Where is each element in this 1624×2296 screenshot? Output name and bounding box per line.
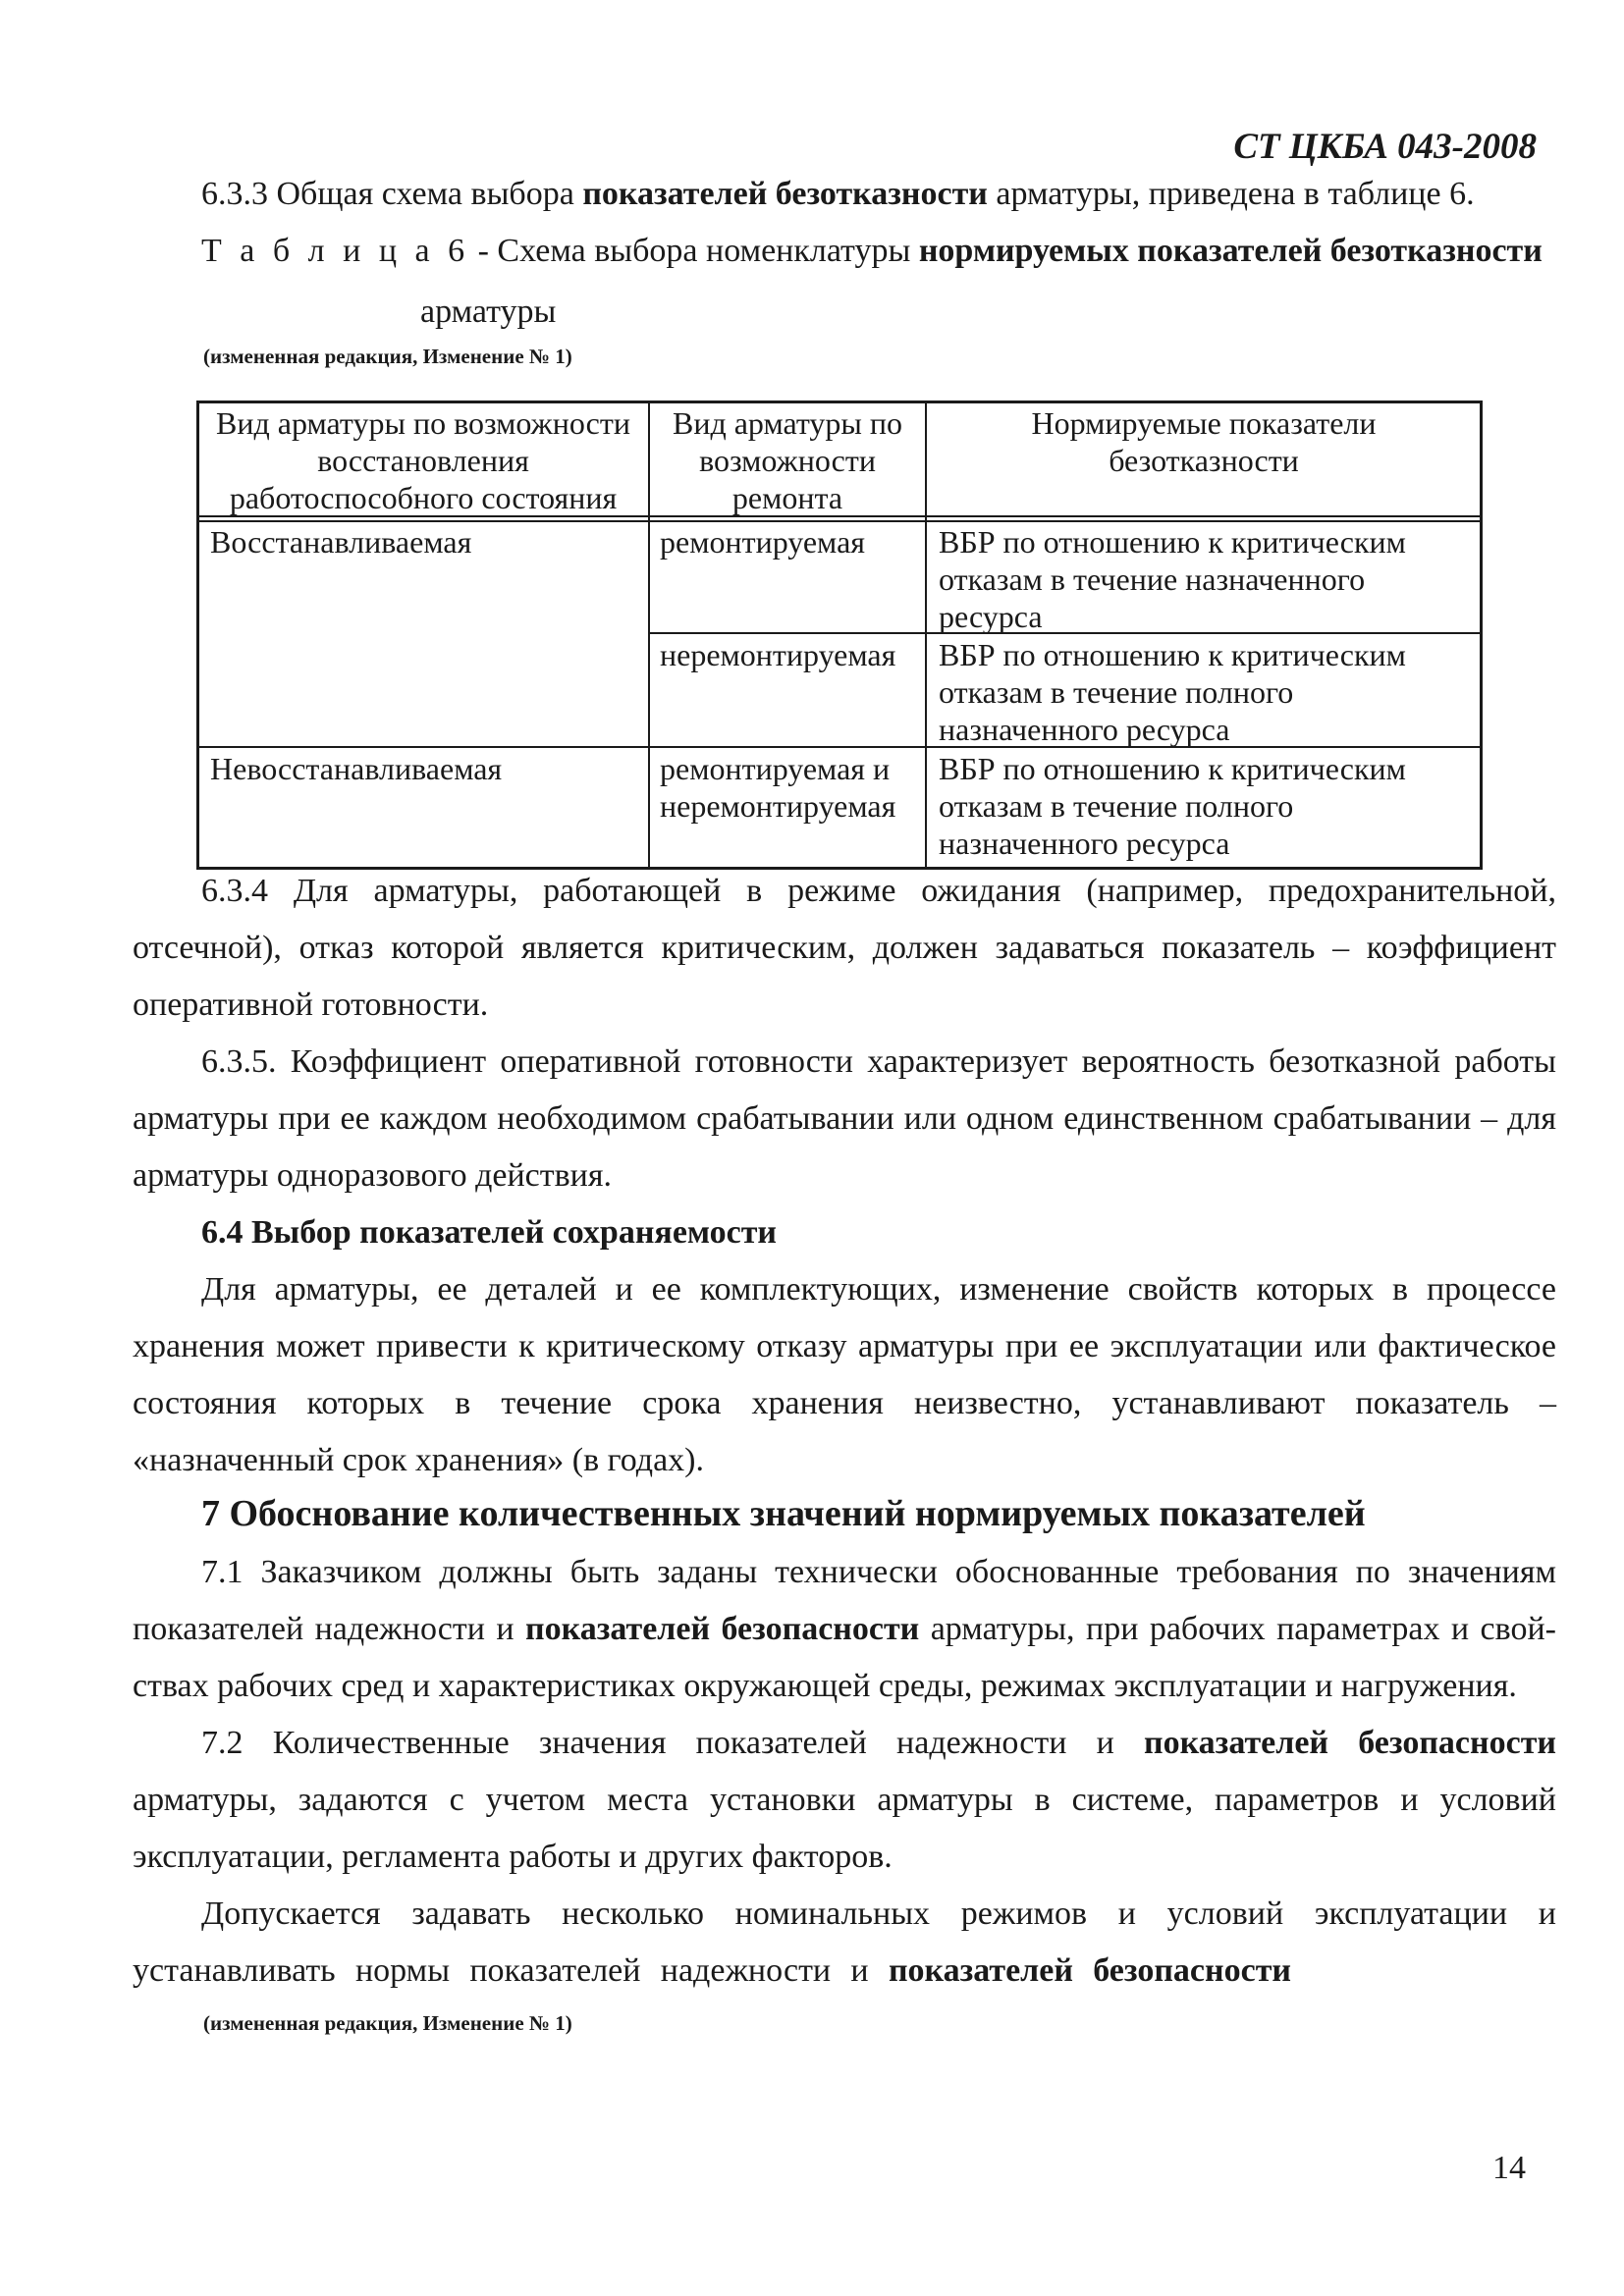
cell-repairable-and-non-repairable: ремонтируемая и неремонтируемая	[660, 751, 896, 824]
cell-restorable: Восстанавливаемая	[210, 524, 472, 560]
p72-line1: 7.2 Количественные значения показателей надежности и показателей безопасности	[201, 1725, 1556, 1761]
p633-prefix: 6.3.3 Общая схема выбора	[201, 176, 583, 212]
section-7-note: (измененная редакция, Изменение № 1)	[203, 2011, 572, 2035]
p633-bold: показателей безотказности	[582, 176, 988, 212]
cell-non-repairable: неремонтируемая	[660, 637, 896, 672]
p72-line3: эксплуатации, регламента работы и других факторов.	[133, 1839, 893, 1875]
heading-6-4: 6.4 Выбор показателей сохраняемости	[201, 1214, 778, 1251]
cell-indicator-2: ВБР по отношению к критическим отказам в течение полного назначенного ресурса	[939, 637, 1406, 747]
cell-indicator-3: ВБР по отношению к критическим отказам в течение полного назначенного ресурса	[939, 751, 1406, 861]
p634-line3: оперативной готовности.	[133, 987, 489, 1023]
paragraph-6-3-3	[201, 175, 1475, 214]
table-caption-label: Т а б л и ц а 6	[201, 233, 470, 269]
p64-line2: хранения может привести к критическому отказу арматуры при ее эксплуатации или фактическое	[133, 1328, 1556, 1364]
p635-line1: 6.3.5. Коэффициент оперативной готовности характеризует вероятность безотказной работы	[201, 1043, 1556, 1080]
p634-line1: 6.3.4 Для арматуры, работающей в режиме ожидания (например, предохранительной,	[201, 873, 1556, 909]
p64-line3: состояния которых в течение срока хранения неизвестно, устанавливают показатель –	[133, 1385, 1556, 1421]
table-caption-bold: нормируемых показателей безотказности	[918, 233, 1543, 269]
p71-line3: ствах рабочих сред и характеристиках окружающей среды, режимах эксплуатации и нагружения.	[133, 1668, 1517, 1704]
p64-line1: Для арматуры, ее деталей и ее комплектующих, изменение свойств которых в процессе	[201, 1271, 1556, 1308]
p73-line2: устанавливать нормы показателей надежности и показателей безопасности	[133, 1952, 1291, 1989]
table-caption	[201, 232, 1543, 271]
table-caption-note: (измененная редакция, Изменение № 1)	[203, 345, 572, 368]
p73-line1: Допускается задавать несколько номинальных режимов и условий эксплуатации и	[201, 1896, 1556, 1932]
heading-section-7: 7 Обоснование количественных значений нормируемых показателей	[201, 1493, 1366, 1534]
header-restore-type: Вид арматуры по возможности восстановления работоспособного состояния	[216, 405, 630, 515]
selection-scheme-table	[196, 400, 1483, 870]
table-caption-line2: арматуры	[420, 294, 557, 330]
cell-indicator-1: ВБР по отношению к критическим отказам в течение назначенного ресурса	[939, 524, 1406, 634]
cell-non-restorable: Невосстанавливаемая	[210, 751, 503, 786]
p634-line2: отсечной), отказ которой является критическим, должен задаваться показатель – коэффициент	[133, 930, 1556, 966]
header-repair-type: Вид арматуры по возможности ремонта	[672, 405, 903, 515]
p635-line2: арматуры при ее каждом необходимом срабатывании или одном единственном срабатывании – для	[133, 1100, 1556, 1137]
p72-line2: арматуры, задаются с учетом места установки арматуры в системе, параметров и условий	[133, 1782, 1556, 1818]
p64-line4: «назначенный срок хранения» (в годах).	[133, 1442, 704, 1478]
p633-suffix: арматуры, приведена в таблице 6.	[987, 176, 1475, 212]
p71-line1: 7.1 Заказчиком должны быть заданы технически обоснованные требования по значениям	[201, 1554, 1556, 1590]
header-indicators: Нормируемые показатели безотказности	[1031, 405, 1377, 478]
p635-line3: арматуры одноразового действия.	[133, 1157, 613, 1194]
p71-line2: показателей надежности и показателей безопасности арматуры, при рабочих параметрах и свой-	[133, 1611, 1556, 1647]
cell-repairable: ремонтируемая	[660, 524, 865, 560]
table-caption-text: - Схема выбора номенклатуры	[469, 233, 919, 269]
page-number: 14	[1492, 2150, 1526, 2186]
document-code: СТ ЦКБА 043-2008	[1233, 127, 1537, 167]
